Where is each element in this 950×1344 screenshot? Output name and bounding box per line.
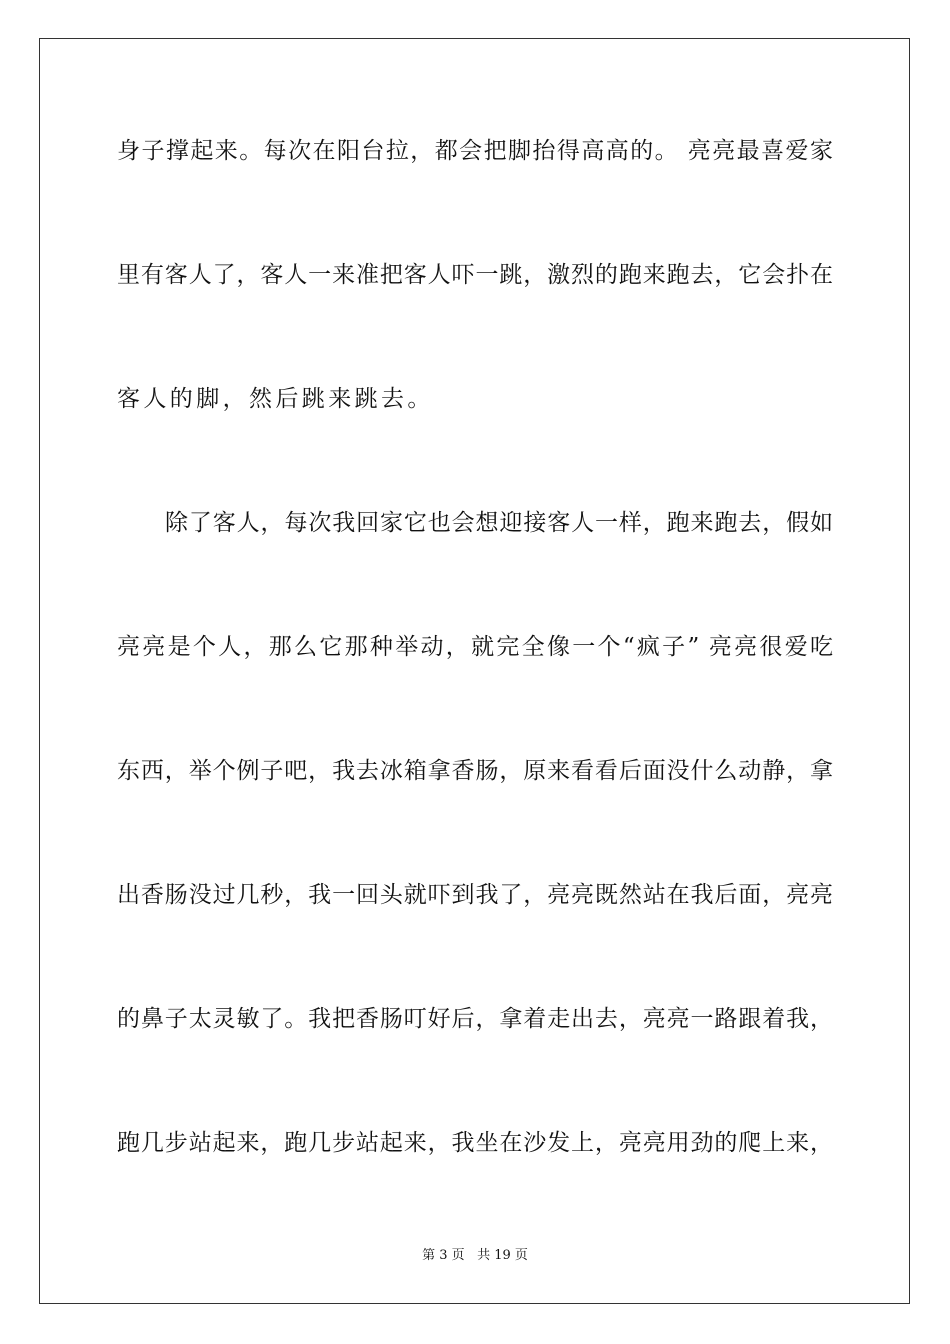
text-line-5: 亮亮是个人，那么它那种举动，就完全像一个“疯子” 亮亮很爱吃 — [117, 634, 833, 660]
text-line-1: 身子撑起来。每次在阳台拉，都会把脚抬得高高的。 亮亮最喜爱家 — [117, 138, 833, 164]
text-line-4-paragraph-start: 除了客人，每次我回家它也会想迎接客人一样，跑来跑去，假如 — [165, 510, 833, 536]
page-number: 第 3 页 — [422, 1248, 465, 1263]
text-line-8: 的鼻子太灵敏了。我把香肠叮好后，拿着走出去，亮亮一路跟着我， — [117, 1006, 833, 1032]
text-line-6: 东西，举个例子吧，我去冰箱拿香肠，原来看看后面没什么动静，拿 — [117, 758, 833, 784]
text-line-3: 客人的脚，然后跳来跳去。 — [117, 386, 434, 412]
page-border — [39, 38, 910, 1304]
text-line-2: 里有客人了，客人一来准把客人吓一跳，激烈的跑来跑去，它会扑在 — [117, 262, 833, 288]
page-total: 共 19 页 — [477, 1248, 528, 1263]
page-footer — [0, 1247, 950, 1265]
text-line-9: 跑几步站起来，跑几步站起来，我坐在沙发上，亮亮用劲的爬上来， — [117, 1130, 833, 1156]
text-line-7: 出香肠没过几秒，我一回头就吓到我了，亮亮既然站在我后面，亮亮 — [117, 882, 833, 908]
